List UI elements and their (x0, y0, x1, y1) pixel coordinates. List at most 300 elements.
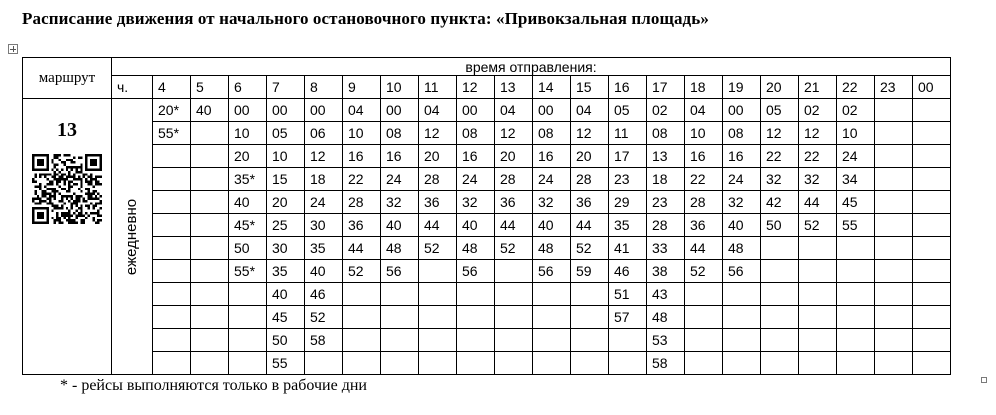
time-cell: 55 (837, 214, 875, 237)
table-row (23, 99, 951, 122)
time-cell (153, 283, 191, 306)
time-cell (913, 168, 951, 191)
time-cell: 50 (267, 329, 305, 352)
time-cell: 28 (685, 191, 723, 214)
time-cell (191, 306, 229, 329)
time-cell (875, 168, 913, 191)
time-cell (913, 260, 951, 283)
hour-cell: 4 (153, 76, 191, 99)
time-cell: 05 (761, 99, 799, 122)
time-cell: 17 (609, 145, 647, 168)
time-cell: 52 (419, 237, 457, 260)
table-row (23, 237, 951, 260)
time-cell: 44 (343, 237, 381, 260)
time-cell (191, 352, 229, 375)
time-cell: 04 (343, 99, 381, 122)
time-cell: 56 (533, 260, 571, 283)
hour-cell: 10 (381, 76, 419, 99)
time-cell (419, 329, 457, 352)
time-cell (495, 329, 533, 352)
time-cell: 00 (723, 99, 761, 122)
time-cell: 10 (837, 122, 875, 145)
time-cell (913, 214, 951, 237)
time-cell (229, 283, 267, 306)
time-cell: 50 (761, 214, 799, 237)
time-cell: 28 (343, 191, 381, 214)
time-cell: 10 (229, 122, 267, 145)
time-cell: 29 (609, 191, 647, 214)
time-cell: 20 (419, 145, 457, 168)
table-resize-handle-icon[interactable] (981, 377, 987, 383)
time-cell: 24 (837, 145, 875, 168)
route-header: маршрут (23, 58, 112, 99)
time-cell (153, 145, 191, 168)
time-cell (837, 283, 875, 306)
time-cell (343, 283, 381, 306)
time-cell: 24 (305, 191, 343, 214)
hour-cell: 13 (495, 76, 533, 99)
time-cell: 12 (419, 122, 457, 145)
time-cell (381, 329, 419, 352)
time-cell: 32 (761, 168, 799, 191)
time-cell: 56 (457, 260, 495, 283)
time-cell: 36 (495, 191, 533, 214)
time-cell (533, 329, 571, 352)
table-row (23, 191, 951, 214)
time-cell: 48 (723, 237, 761, 260)
time-cell: 12 (571, 122, 609, 145)
time-cell: 22 (343, 168, 381, 191)
hour-cell: 15 (571, 76, 609, 99)
time-cell (457, 329, 495, 352)
time-cell: 59 (571, 260, 609, 283)
time-cell: 02 (837, 99, 875, 122)
time-cell: 08 (457, 122, 495, 145)
time-cell: 35* (229, 168, 267, 191)
hour-cell: 14 (533, 76, 571, 99)
time-cell: 40 (305, 260, 343, 283)
time-cell (913, 145, 951, 168)
time-cell: 11 (609, 122, 647, 145)
time-cell: 48 (457, 237, 495, 260)
time-cell: 45 (267, 306, 305, 329)
time-cell (191, 191, 229, 214)
time-cell: 53 (647, 329, 685, 352)
time-cell (799, 260, 837, 283)
time-cell: 52 (571, 237, 609, 260)
time-cell (571, 283, 609, 306)
time-cell (875, 145, 913, 168)
time-cell: 15 (267, 168, 305, 191)
schedule-table (22, 57, 951, 375)
time-cell (381, 283, 419, 306)
hour-cell: 20 (761, 76, 799, 99)
time-cell (191, 237, 229, 260)
time-cell: 24 (533, 168, 571, 191)
time-cell (609, 352, 647, 375)
time-cell (153, 214, 191, 237)
time-cell: 06 (305, 122, 343, 145)
time-cell: 20 (495, 145, 533, 168)
time-cell: 55* (229, 260, 267, 283)
time-cell (495, 306, 533, 329)
time-cell: 48 (381, 237, 419, 260)
hour-cell: 7 (267, 76, 305, 99)
time-cell (761, 329, 799, 352)
time-cell: 23 (647, 191, 685, 214)
table-row (23, 214, 951, 237)
time-cell (153, 306, 191, 329)
time-cell (799, 329, 837, 352)
time-cell (913, 191, 951, 214)
time-cell: 32 (533, 191, 571, 214)
table-row (23, 329, 951, 352)
time-cell (381, 352, 419, 375)
time-cell (875, 283, 913, 306)
time-cell (723, 352, 761, 375)
time-cell (837, 306, 875, 329)
time-cell: 32 (381, 191, 419, 214)
time-cell: 25 (267, 214, 305, 237)
time-cell: 55* (153, 122, 191, 145)
time-cell: 23 (609, 168, 647, 191)
time-cell: 40 (191, 99, 229, 122)
time-cell (913, 122, 951, 145)
time-cell: 10 (343, 122, 381, 145)
time-cell (343, 306, 381, 329)
time-cell (837, 260, 875, 283)
time-cell: 28 (495, 168, 533, 191)
hour-cell: 16 (609, 76, 647, 99)
route-number: 13 (57, 119, 77, 141)
time-cell: 35 (609, 214, 647, 237)
time-cell (153, 352, 191, 375)
daily-cell (112, 99, 153, 375)
time-cell (229, 306, 267, 329)
time-cell (875, 214, 913, 237)
time-cell: 42 (761, 191, 799, 214)
hour-cell: 21 (799, 76, 837, 99)
time-cell (457, 283, 495, 306)
time-cell: 08 (647, 122, 685, 145)
time-cell (799, 352, 837, 375)
time-cell: 16 (457, 145, 495, 168)
time-cell (875, 306, 913, 329)
table-row (23, 283, 951, 306)
hour-cell: 8 (305, 76, 343, 99)
time-cell (571, 306, 609, 329)
time-cell (153, 329, 191, 352)
time-cell: 40 (457, 214, 495, 237)
time-cell (533, 283, 571, 306)
time-cell (913, 329, 951, 352)
time-cell: 24 (381, 168, 419, 191)
footnote: * - рейсы выполняются только в рабочие дни (60, 377, 367, 394)
time-cell: 40 (267, 283, 305, 306)
time-cell: 44 (799, 191, 837, 214)
time-cell (875, 237, 913, 260)
time-cell (229, 329, 267, 352)
time-cell: 44 (571, 214, 609, 237)
time-cell: 56 (381, 260, 419, 283)
time-cell: 20 (229, 145, 267, 168)
time-cell (761, 260, 799, 283)
time-cell: 44 (495, 214, 533, 237)
time-cell (153, 260, 191, 283)
time-cell: 05 (609, 99, 647, 122)
time-cell: 00 (457, 99, 495, 122)
time-cell (913, 306, 951, 329)
time-cell (533, 352, 571, 375)
time-cell: 33 (647, 237, 685, 260)
time-cell (305, 352, 343, 375)
time-cell: 04 (571, 99, 609, 122)
time-cell: 32 (799, 168, 837, 191)
time-cell: 41 (609, 237, 647, 260)
time-cell: 28 (419, 168, 457, 191)
time-cell: 20 (267, 191, 305, 214)
time-cell: 30 (267, 237, 305, 260)
table-row (23, 145, 951, 168)
time-cell (419, 260, 457, 283)
time-cell: 22 (685, 168, 723, 191)
time-cell: 38 (647, 260, 685, 283)
time-cell: 40 (229, 191, 267, 214)
time-cell: 00 (381, 99, 419, 122)
time-cell (191, 122, 229, 145)
time-cell (837, 237, 875, 260)
route-cell (23, 99, 112, 375)
time-cell: 45 (837, 191, 875, 214)
time-cell: 32 (723, 191, 761, 214)
time-cell: 48 (647, 306, 685, 329)
time-cell: 10 (267, 145, 305, 168)
hour-cell: 6 (229, 76, 267, 99)
time-cell (837, 329, 875, 352)
time-cell: 05 (267, 122, 305, 145)
time-cell (419, 283, 457, 306)
table-row (23, 306, 951, 329)
time-cell: 46 (305, 283, 343, 306)
time-cell: 35 (267, 260, 305, 283)
time-cell: 16 (381, 145, 419, 168)
time-cell: 00 (305, 99, 343, 122)
time-cell: 40 (533, 214, 571, 237)
table-row (23, 260, 951, 283)
time-cell (191, 145, 229, 168)
time-cell (837, 352, 875, 375)
time-cell (723, 306, 761, 329)
time-cell: 57 (609, 306, 647, 329)
table-move-handle-icon[interactable] (8, 44, 18, 54)
time-cell: 45* (229, 214, 267, 237)
time-cell (191, 214, 229, 237)
time-cell (875, 260, 913, 283)
hour-cell: 00 (913, 76, 951, 99)
time-cell (875, 122, 913, 145)
time-cell (419, 306, 457, 329)
time-cell: 16 (723, 145, 761, 168)
time-cell: 28 (647, 214, 685, 237)
time-cell: 58 (647, 352, 685, 375)
time-cell: 18 (305, 168, 343, 191)
time-cell (381, 306, 419, 329)
time-cell: 04 (495, 99, 533, 122)
time-cell (685, 306, 723, 329)
time-cell (191, 329, 229, 352)
time-cell: 12 (305, 145, 343, 168)
time-cell (761, 283, 799, 306)
time-cell (495, 260, 533, 283)
time-cell: 04 (685, 99, 723, 122)
time-cell (609, 329, 647, 352)
time-cell (799, 237, 837, 260)
time-cell (799, 283, 837, 306)
time-cell: 48 (533, 237, 571, 260)
time-cell (343, 352, 381, 375)
time-cell (495, 352, 533, 375)
time-cell: 52 (305, 306, 343, 329)
time-cell: 34 (837, 168, 875, 191)
hour-cell: 17 (647, 76, 685, 99)
page-title: Расписание движения от начального остановочного пункта: «Привокзальная площадь» (22, 9, 709, 28)
time-cell: 00 (533, 99, 571, 122)
time-cell: 36 (343, 214, 381, 237)
time-cell (875, 191, 913, 214)
time-cell: 00 (267, 99, 305, 122)
time-cell (533, 306, 571, 329)
time-cell: 20* (153, 99, 191, 122)
time-cell (875, 352, 913, 375)
time-cell (457, 352, 495, 375)
time-cell (191, 168, 229, 191)
time-cell: 08 (381, 122, 419, 145)
time-cell (761, 352, 799, 375)
time-cell: 36 (571, 191, 609, 214)
hour-cell: 11 (419, 76, 457, 99)
table-row (23, 168, 951, 191)
time-cell: 52 (343, 260, 381, 283)
time-cell (495, 283, 533, 306)
time-cell: 18 (647, 168, 685, 191)
time-cell (191, 283, 229, 306)
time-cell: 32 (457, 191, 495, 214)
hour-cell: 22 (837, 76, 875, 99)
hours-row (23, 76, 951, 99)
time-cell (913, 283, 951, 306)
time-cell: 24 (723, 168, 761, 191)
table-row (23, 122, 951, 145)
time-cell (913, 352, 951, 375)
hour-cell: 18 (685, 76, 723, 99)
time-cell (723, 283, 761, 306)
time-cell: 51 (609, 283, 647, 306)
time-cell: 44 (419, 214, 457, 237)
time-cell (685, 329, 723, 352)
time-cell (799, 306, 837, 329)
time-cell (571, 329, 609, 352)
time-cell (685, 352, 723, 375)
hour-cell: 9 (343, 76, 381, 99)
time-cell: 28 (571, 168, 609, 191)
time-cell: 24 (457, 168, 495, 191)
time-cell (875, 329, 913, 352)
hour-cell: 19 (723, 76, 761, 99)
time-cell (723, 329, 761, 352)
time-cell: 43 (647, 283, 685, 306)
header-row-1 (23, 58, 951, 76)
time-cell: 04 (419, 99, 457, 122)
time-cell: 00 (229, 99, 267, 122)
departure-header: время отправления: (112, 58, 951, 76)
time-cell: 55 (267, 352, 305, 375)
time-cell: 52 (495, 237, 533, 260)
time-cell: 02 (647, 99, 685, 122)
time-cell (343, 329, 381, 352)
time-cell: 16 (685, 145, 723, 168)
time-cell (913, 237, 951, 260)
time-cell (571, 352, 609, 375)
time-cell (761, 306, 799, 329)
time-cell: 52 (685, 260, 723, 283)
time-cell: 12 (495, 122, 533, 145)
hour-unit-label: ч. (112, 76, 153, 99)
time-cell (229, 352, 267, 375)
time-cell (457, 306, 495, 329)
daily-label: ежедневно (123, 198, 140, 275)
time-cell: 10 (685, 122, 723, 145)
time-cell: 58 (305, 329, 343, 352)
time-cell (419, 352, 457, 375)
time-cell: 08 (723, 122, 761, 145)
time-cell (875, 99, 913, 122)
hour-cell: 23 (875, 76, 913, 99)
time-cell: 44 (685, 237, 723, 260)
time-cell (191, 260, 229, 283)
time-cell (685, 283, 723, 306)
time-cell: 40 (381, 214, 419, 237)
time-cell: 46 (609, 260, 647, 283)
time-cell (913, 99, 951, 122)
time-cell: 22 (761, 145, 799, 168)
time-cell: 13 (647, 145, 685, 168)
hour-cell: 12 (457, 76, 495, 99)
time-cell: 36 (685, 214, 723, 237)
time-cell: 52 (799, 214, 837, 237)
time-cell: 50 (229, 237, 267, 260)
time-cell (153, 168, 191, 191)
hour-cell: 5 (191, 76, 229, 99)
time-cell: 02 (799, 99, 837, 122)
time-cell: 30 (305, 214, 343, 237)
qr-code-icon (32, 154, 102, 224)
time-cell: 36 (419, 191, 457, 214)
time-cell: 16 (343, 145, 381, 168)
time-cell: 22 (799, 145, 837, 168)
table-row (23, 352, 951, 375)
time-cell (153, 237, 191, 260)
time-cell: 35 (305, 237, 343, 260)
time-cell: 12 (761, 122, 799, 145)
time-cell: 40 (723, 214, 761, 237)
time-cell: 20 (571, 145, 609, 168)
time-cell (761, 237, 799, 260)
time-cell: 08 (533, 122, 571, 145)
time-cell (153, 191, 191, 214)
time-cell: 56 (723, 260, 761, 283)
time-cell: 12 (799, 122, 837, 145)
time-cell: 16 (533, 145, 571, 168)
